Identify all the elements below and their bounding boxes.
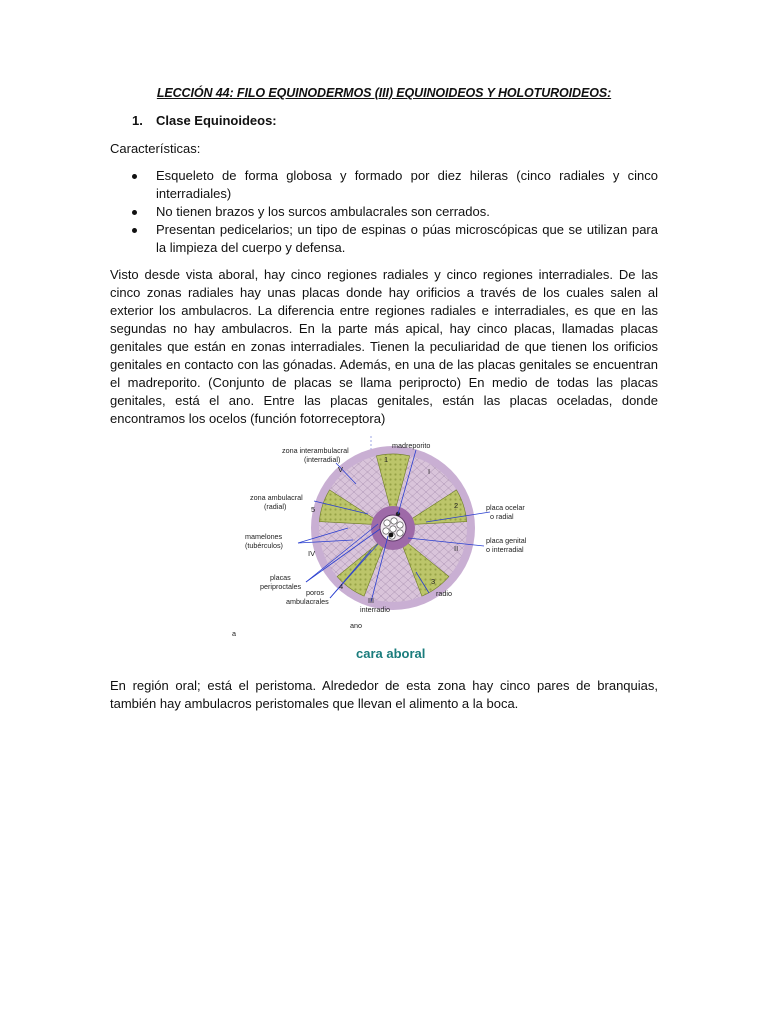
numeral-II: II <box>454 544 459 553</box>
label-madreporito: madreporito <box>392 441 431 450</box>
numeral-V: V <box>338 465 344 474</box>
paragraph-aboral: Visto desde vista aboral, hay cinco regiones radiales y cinco regiones interradiales. De las cinco zonas radiales hay unas placas donde hay orificios a través de los cuales salen al exterior los ambulacros. La diferencia entre regiones radiales e interradiales, es que en las segundas no hay ambulacros. En la parte más apical, hay cinco placas, llamadas placas genitales que están en zonas interradiales. Tienen la peculiaridad de que tienen los orificios genitales en contacto con las gónadas. Además, en una de las placas genitales se encuentran el madreporito. (Conjunto de placas se llama periprocto) En medio de todas las placas genitales, está el ano. Entre las placas genitales, están las placas oceladas, donde encontramos los ocelos (función fotorreceptora) <box>110 267 658 426</box>
label-o-interradial: o interradial <box>486 545 524 554</box>
label-placa-ocelar: placa ocelar <box>486 503 525 512</box>
list-item: Presentan pedicelarios; un tipo de espinas o púas microscópicas que se utilizan para la limpieza del cuerpo y defensa. <box>110 221 658 257</box>
list-item: Esqueleto de forma globosa y formado por diez hileras (cinco radiales y cinco interradiales) <box>110 167 658 203</box>
numeral-5: 5 <box>311 505 316 514</box>
paragraph-oral: En región oral; está el peristoma. Alrededor de esta zona hay cinco pares de branquias, también hay ambulacros peristomales que llevan el alimento a la boca. <box>110 678 658 711</box>
characteristics-list <box>110 167 658 257</box>
label-ambulacrales: ambulacrales <box>286 597 329 606</box>
label-placa-genital: placa genital <box>486 536 527 545</box>
label-ano: ano <box>350 621 362 630</box>
label-interradio-numeral: III <box>368 596 374 605</box>
bullet-icon <box>132 210 137 215</box>
numeral-IV: IV <box>308 549 316 558</box>
list-item: No tienen brazos y los surcos ambulacrales son cerrados. <box>110 203 658 221</box>
label-tuberculos: (tubérculos) <box>245 541 283 550</box>
figure-caption: cara aboral <box>356 646 426 661</box>
label-interradial: (interradial) <box>304 455 341 464</box>
numeral-2: 2 <box>454 501 459 510</box>
sea-urchin-diagram <box>228 432 540 664</box>
label-o-radial: o radial <box>490 512 514 521</box>
label-ambulacral: zona ambulacral <box>250 493 303 502</box>
label-interambulacral: zona interambulacral <box>282 446 349 455</box>
label-placas: placas <box>270 573 291 582</box>
label-corner: a <box>232 629 236 638</box>
numeral-3: 3 <box>431 577 436 586</box>
label-radial: (radial) <box>264 502 287 511</box>
label-mamelones: mamelones <box>245 532 283 541</box>
section-heading-text: Clase Equinoideos: <box>156 113 277 128</box>
characteristics-label: Características: <box>110 141 201 156</box>
numeral-4: 4 <box>339 582 344 591</box>
section-heading <box>132 113 277 128</box>
bullet-icon <box>132 228 137 233</box>
numeral-I: I <box>428 467 431 476</box>
label-poros: poros <box>306 588 324 597</box>
label-radio: radio <box>436 589 452 598</box>
lesson-title: LECCIÓN 44: FILO EQUINODERMOS (III) EQUINOIDEOS Y HOLOTUROIDEOS: <box>156 86 612 100</box>
anus-dot <box>389 533 394 538</box>
numeral-1: 1 <box>384 455 389 464</box>
bullet-icon <box>132 174 137 179</box>
label-interradio: interradio <box>360 605 390 614</box>
section-number: 1. <box>132 113 143 128</box>
label-periproctales: periproctales <box>260 582 302 591</box>
